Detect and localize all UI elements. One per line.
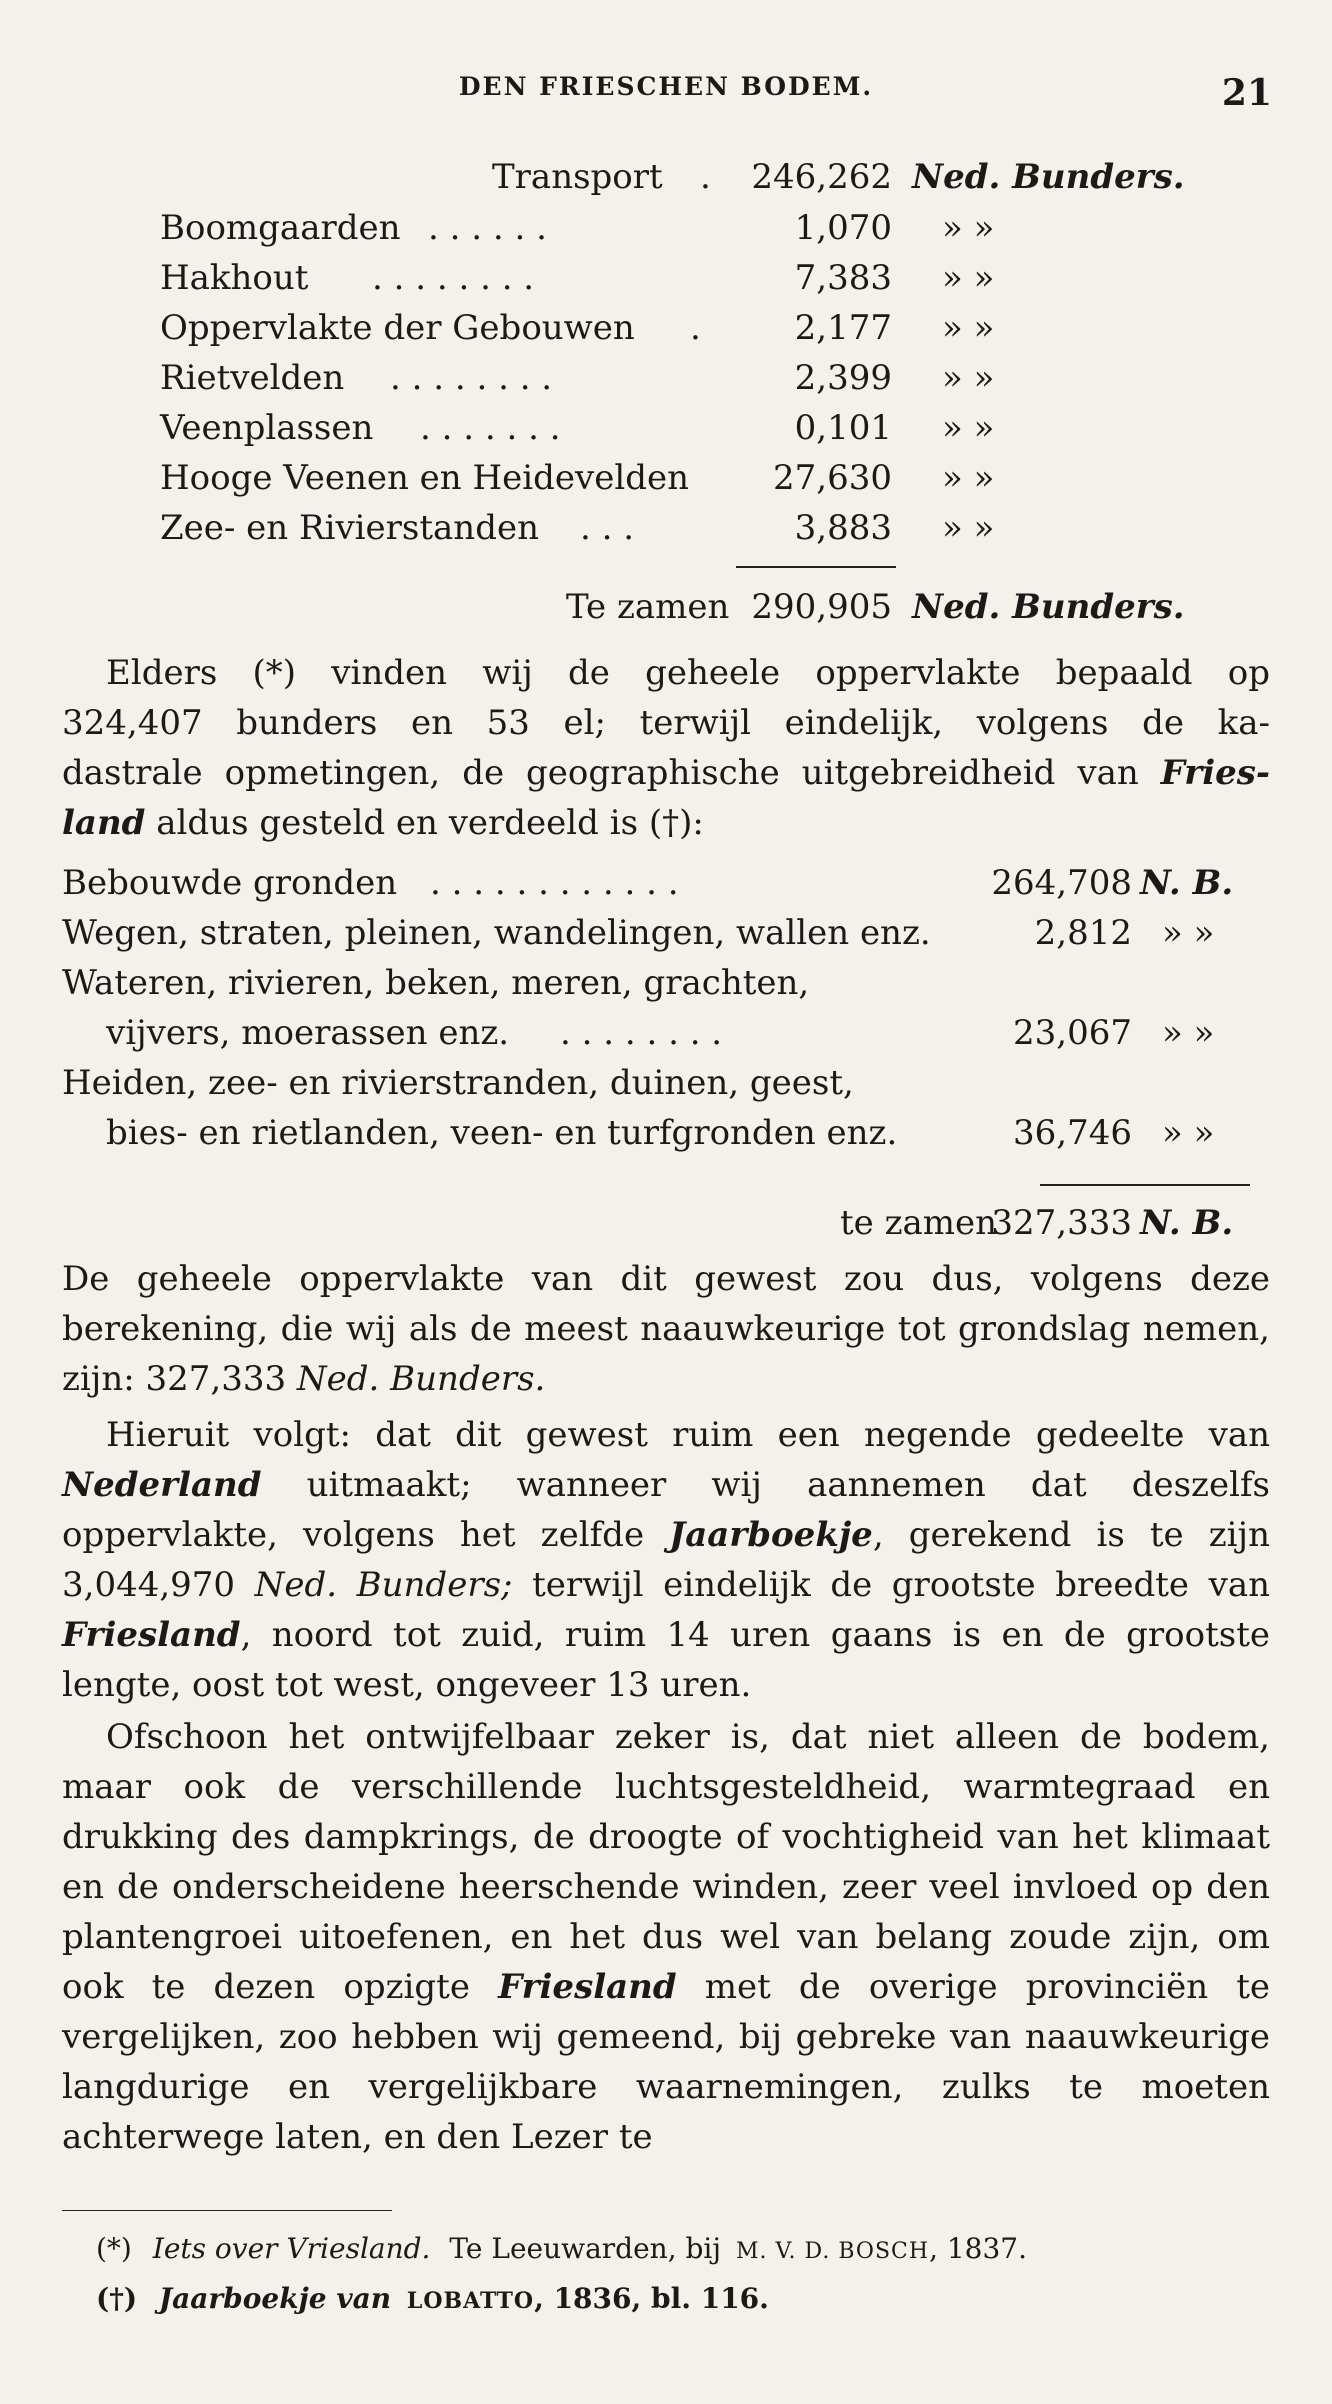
paragraph [62,1254,1270,1404]
transport-row [0,157,1332,200]
table-row [0,408,1332,451]
ditto-marks: » » [942,358,995,398]
row-label: Wateren, rivieren, beken, meren, grachten, [62,963,810,1003]
footnote-title: Jaarboekje van [158,2282,392,2315]
total-label: te zamen [840,1203,998,1243]
footnote-year: , 1837. [929,2232,1028,2265]
table-row [0,458,1332,501]
row-label: Rietvelden [160,358,345,398]
total-unit: N. B. [1140,1203,1234,1243]
footnote-mark: (†) [96,2282,138,2315]
ditto-marks: » » [942,408,995,448]
emphasis: Nederland [62,1465,262,1505]
footnote-title: Iets over Vriesland. [152,2232,431,2265]
table-row [0,1013,1332,1056]
row-label: vijvers, moerassen enz. [106,1013,510,1053]
text: aldus gesteld en verdeeld is (†): [145,803,704,843]
leaders: . . . . . . . . [390,358,553,398]
ditto-marks: » » [942,258,995,298]
text: uitmaakt; wanneer wij aannemen dat deszelfs oppervlakte, volgens het zelfde [62,1465,1270,1555]
leaders: . . . [580,508,635,548]
row-value: 264,708 [991,863,1132,903]
text: dastrale opmetingen, de geographische uitgebreidheid van [62,753,1161,793]
emphasis: Fries- [1160,753,1270,793]
emphasis: Ned. Bunders. [296,1359,546,1399]
leaders: . [690,308,701,348]
footnote-printer: M. V. D. BOSCH [735,2239,930,2264]
ditto-marks: » » [1162,913,1215,953]
footnote-mark: (*) [96,2232,132,2265]
row-label: Veenplassen [160,408,374,448]
ditto-marks: » » [1162,1013,1215,1053]
emphasis: Friesland [498,1967,677,2007]
ditto-marks: » » [942,508,995,548]
text: De geheele oppervlakte van dit gewest zou dus, volgens deze berekening, die wij als de meest naauwkeurige tot grondslag nemen, zijn: 327,333 [62,1259,1270,1399]
table-row [0,308,1332,351]
total-value: 327,333 [991,1203,1132,1243]
footnote-author: LOBATTO [406,2288,535,2314]
row-label: Hooge Veenen en Heidevelden [160,458,690,498]
footnote [96,2232,1027,2265]
transport-unit: Ned. Bunders. [912,157,1185,197]
table-row [0,963,1332,1006]
emphasis: land [62,803,146,843]
text: Ofschoon het ontwijfelbaar zeker is, dat niet alleen de bodem, maar ook de verschillende luchtsgesteldheid, warmtegraad en drukking des dampkrings, de droogte of vochtigheid van het klimaat en de onderscheidene heerschende winden, zeer veel invloed op den plantengroei uitoefenen, en het dus wel van belang zoude zijn, om ook te dezen opzigte [62,1717,1270,2007]
ditto-marks: » » [942,208,995,248]
paragraph-line [62,803,1270,843]
text: Hieruit volgt: dat dit gewest ruim een negende gedeelte van [106,1415,1270,1455]
total-unit: Ned. Bunders. [912,587,1185,627]
paragraph-line [62,753,1270,793]
total-row [0,1203,1332,1246]
row-label: Hakhout [160,258,309,298]
table-row [0,258,1332,301]
row-value: 2,812 [1034,913,1132,953]
row-value: 0,101 [794,408,892,448]
transport-value: 246,262 [751,157,892,197]
emphasis: Jaarboekje [669,1515,873,1555]
running-header: DEN FRIESCHEN BODEM. [458,72,874,101]
row-label: Bebouwde gronden [62,863,398,903]
table-row [0,508,1332,551]
paragraph [62,1410,1270,1710]
leaders: . . . . . . . . [372,258,535,298]
text: met de overige provinciën te vergelijken, zoo hebben wij gemeend, bij gebreke van naauwkeurige langdurige en vergelijkbare waarnemingen, zulks te moeten achterwege laten, en den Lezer te [62,1967,1270,2157]
footnote-rule [62,2210,392,2211]
footnote-place: Te Leeuwarden, bij [449,2232,722,2265]
page-number: 21 [1221,72,1272,114]
row-value: 3,883 [794,508,892,548]
ditto-marks: » » [1162,1113,1215,1153]
row-label: Zee- en Rivierstanden [160,508,539,548]
row-value: 2,399 [794,358,892,398]
row-value: 7,383 [794,258,892,298]
paragraph-line [62,703,1270,743]
total-label: Te zamen [566,587,730,627]
transport-label: Transport [492,157,663,197]
row-label: bies- en rietlanden, veen- en turfgronden enz. [106,1113,898,1153]
table-row [0,863,1332,906]
leaders: . . . . . . [428,208,547,248]
text: , gerekend is te zijn 3,044,970 [62,1515,1270,1605]
text: 324,407 bunders en 53 el; terwijl eindelijk, volgens de ka- [62,703,1270,743]
leaders: . . . . . . . . . . . . [430,863,679,903]
leader-dot: . [700,157,711,197]
row-label: Oppervlakte der Gebouwen [160,308,635,348]
table-row [0,1063,1332,1106]
row-unit: N. B. [1140,863,1234,903]
emphasis: Ned. Bunders; [254,1565,513,1605]
ditto-marks: » » [942,458,995,498]
table-row [0,1113,1332,1156]
paragraph [62,1712,1270,2162]
paragraph-line [106,653,1270,693]
footnote [96,2282,769,2315]
table-row [0,913,1332,956]
leaders: . . . . . . . [420,408,561,448]
table-row [0,208,1332,251]
text: , noord tot zuid, ruim 14 uren gaans is en de grootste lengte, oost tot west, ongeveer 13 uren. [62,1615,1270,1705]
sum-rule [736,566,896,568]
row-value: 1,070 [794,208,892,248]
total-row [0,587,1332,630]
text: Elders (*) vinden wij de geheele oppervlakte bepaald op [106,653,1270,693]
row-label: Wegen, straten, pleinen, wandelingen, wallen enz. [62,913,931,953]
leaders: . . . . . . . . [560,1013,723,1053]
row-value: 23,067 [1013,1013,1132,1053]
row-label: Heiden, zee- en rivierstranden, duinen, geest, [62,1063,854,1103]
total-value: 290,905 [751,587,892,627]
emphasis: Friesland [62,1615,241,1655]
row-value: 27,630 [773,458,892,498]
text: terwijl eindelijk de grootste breedte van [512,1565,1270,1605]
footnote-rest: , 1836, bl. 116. [534,2282,769,2315]
row-value: 36,746 [1013,1113,1132,1153]
sum-rule [1040,1184,1250,1186]
table-row [0,358,1332,401]
row-label: Boomgaarden [160,208,401,248]
row-value: 2,177 [794,308,892,348]
ditto-marks: » » [942,308,995,348]
